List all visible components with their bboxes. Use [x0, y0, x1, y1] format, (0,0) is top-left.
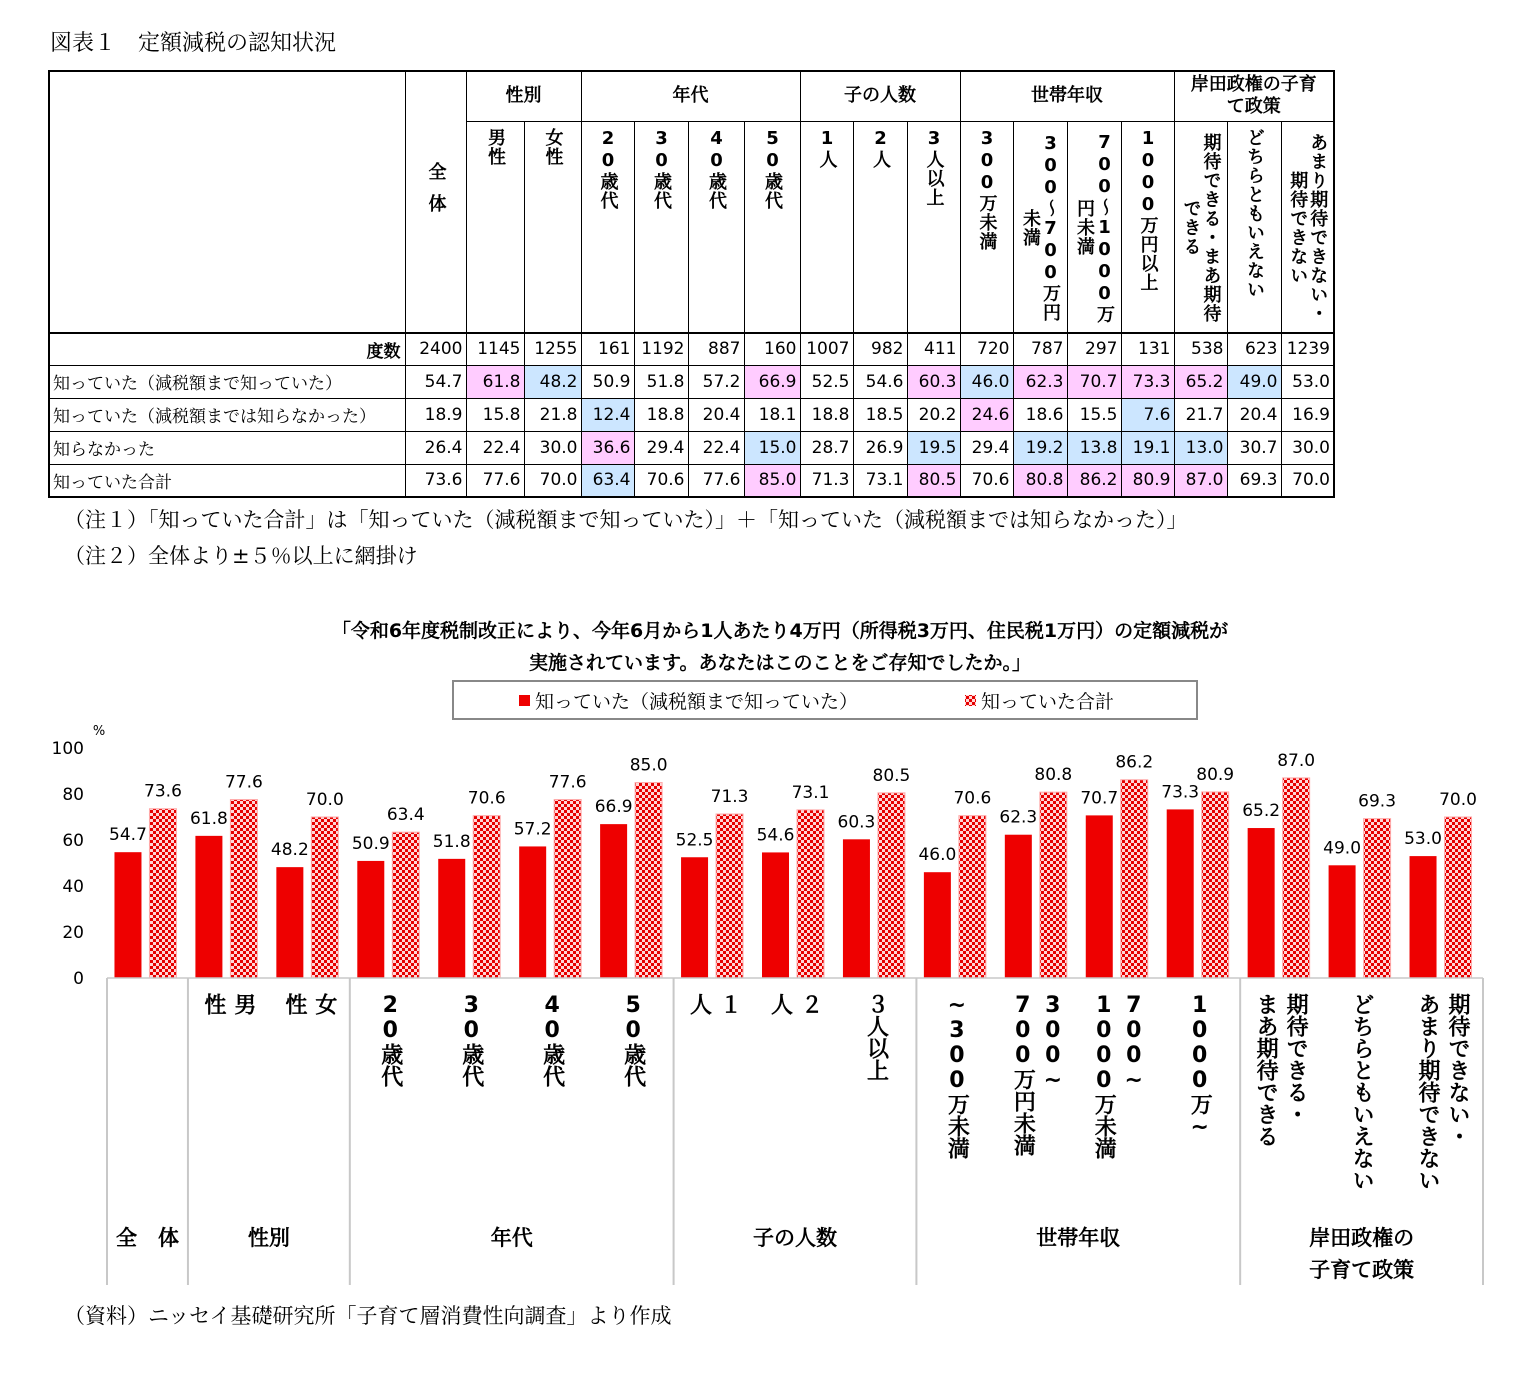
data-label: 70.6: [467, 788, 506, 809]
data-cell: 21.7: [1174, 398, 1227, 431]
data-cell: 46.0: [960, 365, 1013, 398]
count-cell: 1007: [800, 333, 853, 365]
data-cell: 18.9: [405, 398, 466, 431]
count-cell: 720: [960, 333, 1013, 365]
data-cell: 51.8: [634, 365, 688, 398]
data-label: 62.3: [999, 807, 1038, 828]
data-label: 65.2: [1242, 801, 1281, 822]
group-label: 岸田政権の: [1309, 1226, 1415, 1250]
column-header-label: どちらともいえない: [1244, 127, 1265, 299]
category-label: 1000万~: [1187, 993, 1213, 1140]
bar-series-2: [311, 817, 338, 978]
bar-series-2: [1445, 817, 1472, 978]
data-cell: 70.0: [524, 464, 581, 497]
data-cell: 18.1: [744, 398, 800, 431]
count-cell: 131: [1121, 333, 1174, 365]
group-label: 全 体: [115, 1226, 179, 1250]
data-cell: 53.0: [1281, 365, 1334, 398]
column-header-label: 20歳代: [597, 127, 619, 210]
data-cell: 30.0: [524, 431, 581, 464]
column-header-label: 700〜1000万円未満: [1074, 131, 1115, 324]
data-cell: 12.4: [581, 398, 634, 431]
count-cell: 1255: [524, 333, 581, 365]
data-cell: 70.0: [1281, 464, 1334, 497]
column-header-label: 30歳代: [651, 127, 672, 210]
data-cell: 70.7: [1067, 365, 1121, 398]
category-label: 期待できる・: [1283, 993, 1309, 1125]
bar-series-2: [1202, 792, 1229, 978]
bar-series-2: [716, 814, 743, 978]
bar-series-2: [554, 800, 581, 978]
data-cell: 87.0: [1174, 464, 1227, 497]
bar-series-2: [230, 800, 257, 978]
data-cell: 65.2: [1174, 365, 1227, 398]
data-label: 54.7: [109, 825, 147, 846]
category-label: ２: [797, 993, 823, 1015]
data-label: 49.0: [1323, 838, 1362, 859]
data-cell: 19.1: [1121, 431, 1174, 464]
row-label: 知らなかった: [49, 431, 405, 464]
legend-swatch: [965, 695, 976, 706]
data-cell: 13.0: [1174, 431, 1227, 464]
count-label: 度数: [49, 333, 405, 365]
category-label: 700万円未満: [1010, 993, 1036, 1156]
data-cell: 73.6: [405, 464, 466, 497]
data-cell: 15.0: [744, 431, 800, 464]
category-label: 男: [230, 993, 256, 1015]
data-label: 51.8: [432, 831, 471, 852]
bar-series-1: [681, 857, 708, 978]
category-label: 40歳代: [539, 993, 565, 1087]
y-tick-label: 100: [51, 739, 84, 759]
bar-series-1: [357, 861, 384, 978]
data-cell: 22.4: [688, 431, 744, 464]
data-label: 46.0: [918, 845, 957, 866]
group-header: 年代: [581, 71, 800, 121]
data-cell: 61.8: [466, 365, 524, 398]
data-cell: 20.4: [1227, 398, 1281, 431]
data-cell: 30.0: [1281, 431, 1334, 464]
bar-series-1: [1005, 835, 1032, 978]
category-label: まあ期待できる: [1253, 993, 1279, 1147]
bar-series-1: [195, 836, 222, 978]
source-note: （資料）ニッセイ基礎研究所「子育て層消費性向調査」より作成: [64, 1304, 672, 1328]
count-cell: 161: [581, 333, 634, 365]
data-cell: 80.8: [1013, 464, 1067, 497]
count-cell: 160: [744, 333, 800, 365]
data-cell: 63.4: [581, 464, 634, 497]
data-cell: 20.4: [688, 398, 744, 431]
bar-series-2: [878, 793, 905, 978]
data-label: 70.6: [953, 788, 992, 809]
data-cell: 70.6: [960, 464, 1013, 497]
legend-swatch: [519, 695, 530, 706]
data-label: 61.8: [189, 808, 228, 829]
category-label: 人: [767, 993, 793, 1015]
data-cell: 18.8: [800, 398, 853, 431]
column-header-label: 女性: [542, 127, 564, 166]
data-cell: 73.3: [1121, 365, 1174, 398]
bar-series-2: [1283, 778, 1310, 978]
data-label: 70.0: [1439, 790, 1477, 810]
count-cell: 887: [688, 333, 744, 365]
data-label: 87.0: [1277, 750, 1316, 771]
data-label: 71.3: [710, 787, 749, 808]
data-label: 63.4: [386, 805, 425, 826]
data-cell: 77.6: [688, 464, 744, 497]
data-cell: 29.4: [960, 431, 1013, 464]
category-label: 性: [281, 993, 307, 1015]
data-label: 85.0: [629, 755, 668, 776]
category-label: ３人以上: [863, 993, 889, 1081]
data-cell: 13.8: [1067, 431, 1121, 464]
bar-series-2: [473, 816, 500, 978]
count-cell: 623: [1227, 333, 1281, 365]
figure-title: 図表１ 定額減税の認知状況: [50, 31, 337, 56]
data-label: 73.6: [144, 781, 182, 802]
category-label: 30歳代: [458, 993, 484, 1087]
row-label: 知っていた合計: [49, 464, 405, 497]
y-tick-label: 80: [62, 785, 84, 805]
data-cell: 19.2: [1013, 431, 1067, 464]
category-label: 性: [200, 993, 226, 1015]
category-label: あまり期待できない: [1415, 993, 1441, 1191]
count-cell: 982: [853, 333, 907, 365]
data-cell: 7.6: [1121, 398, 1174, 431]
data-cell: 80.9: [1121, 464, 1174, 497]
y-tick-label: 20: [62, 923, 84, 943]
bar-series-2: [959, 816, 986, 978]
bar-series-1: [1410, 856, 1437, 978]
data-cell: 24.6: [960, 398, 1013, 431]
data-cell: 18.6: [1013, 398, 1067, 431]
data-label: 80.8: [1034, 765, 1073, 786]
category-label: 期待できない・: [1445, 993, 1471, 1147]
category-label: １: [716, 993, 742, 1015]
bar-series-2: [1121, 780, 1148, 978]
y-axis-unit: %: [92, 724, 106, 739]
chart-title-line: 「令和6年度税制改正により、今年6月から1人あたり4万円（所得税3万円、住民税1万円）の定額減税が: [331, 620, 1229, 642]
legend-label: 知っていた（減税額まで知っていた）: [535, 691, 859, 713]
data-cell: 15.5: [1067, 398, 1121, 431]
data-cell: 49.0: [1227, 365, 1281, 398]
data-cell: 29.4: [634, 431, 688, 464]
group-label: 子育て政策: [1309, 1258, 1415, 1282]
bar-series-2: [797, 810, 824, 978]
bar-series-1: [1086, 815, 1113, 978]
category-label: どちらともいえない: [1349, 993, 1375, 1191]
count-cell: 1145: [466, 333, 524, 365]
column-header-label: 3人以上: [923, 127, 945, 207]
data-cell: 71.3: [800, 464, 853, 497]
group-label: 性別: [247, 1226, 290, 1250]
bar-series-1: [1248, 828, 1275, 978]
data-cell: 21.8: [524, 398, 581, 431]
note-1: （注１）「知っていた合計」は「知っていた（減税額まで知っていた）」＋「知っていた（減税額までは知らなかった）」: [64, 508, 1188, 532]
count-cell: 2400: [405, 333, 466, 365]
data-label: 53.0: [1404, 829, 1442, 850]
category-label: 300~: [1040, 993, 1066, 1093]
y-tick-label: 60: [62, 831, 84, 851]
data-label: 80.5: [872, 765, 911, 786]
data-cell: 54.6: [853, 365, 907, 398]
data-label: 86.2: [1115, 752, 1154, 773]
data-cell: 28.7: [800, 431, 853, 464]
count-cell: 1192: [634, 333, 688, 365]
column-header-label: 50歳代: [762, 127, 783, 210]
bar-series-1: [600, 824, 627, 978]
column-header-label: 300〜700万円未満: [1020, 133, 1061, 322]
bar-series-2: [1364, 819, 1391, 978]
category-label: 700~: [1121, 993, 1147, 1093]
bar-series-2: [1040, 792, 1067, 978]
column-header-label: 男性: [485, 127, 506, 166]
legend-label: 知っていた合計: [981, 691, 1115, 713]
data-cell: 54.7: [405, 365, 466, 398]
data-cell: 70.6: [634, 464, 688, 497]
category-label: 50歳代: [620, 993, 646, 1087]
data-label: 60.3: [837, 812, 876, 833]
count-cell: 538: [1174, 333, 1227, 365]
header-total-label: 全体: [425, 161, 447, 226]
data-label: 52.5: [675, 830, 714, 851]
data-cell: 69.3: [1227, 464, 1281, 497]
data-label: 69.3: [1358, 791, 1397, 812]
column-header-label: 300万未満: [976, 127, 998, 251]
count-cell: 787: [1013, 333, 1067, 365]
data-cell: 77.6: [466, 464, 524, 497]
bar-series-1: [276, 867, 303, 978]
data-cell: 62.3: [1013, 365, 1067, 398]
data-label: 70.7: [1080, 788, 1119, 809]
data-cell: 85.0: [744, 464, 800, 497]
data-cell: 52.5: [800, 365, 853, 398]
data-cell: 48.2: [524, 365, 581, 398]
row-label: 知っていた（減税額まで知っていた）: [49, 365, 405, 398]
group-label: 世帯年収: [1036, 1226, 1121, 1250]
data-cell: 18.5: [853, 398, 907, 431]
column-header-label: 1000万円以上: [1137, 127, 1159, 292]
data-label: 54.6: [756, 825, 795, 846]
bar-series-1: [924, 872, 951, 978]
column-header-label: 期待できる・まあ期待できる: [1180, 132, 1222, 323]
data-cell: 20.2: [907, 398, 960, 431]
data-cell: 16.9: [1281, 398, 1334, 431]
data-cell: 80.5: [907, 464, 960, 497]
y-tick-label: 0: [73, 969, 84, 989]
category-label: 女: [311, 993, 337, 1015]
bar-series-1: [114, 852, 141, 978]
category-label: 1000万未満: [1091, 993, 1117, 1159]
data-cell: 26.4: [405, 431, 466, 464]
data-cell: 19.5: [907, 431, 960, 464]
data-label: 77.6: [548, 772, 587, 793]
data-label: 80.9: [1196, 764, 1235, 785]
data-label: 70.0: [305, 790, 344, 810]
group-label: 子の人数: [753, 1226, 837, 1250]
column-header-label: 2人: [870, 127, 891, 169]
column-header-label: 1人: [816, 127, 838, 169]
data-cell: 50.9: [581, 365, 634, 398]
data-cell: 30.7: [1227, 431, 1281, 464]
bar-series-1: [1167, 809, 1194, 978]
data-label: 57.2: [513, 819, 552, 840]
bar-series-1: [762, 852, 789, 978]
group-header: 性別: [466, 71, 581, 121]
bar-series-1: [843, 839, 870, 978]
data-label: 48.2: [270, 840, 309, 861]
count-cell: 411: [907, 333, 960, 365]
data-label: 73.1: [791, 782, 830, 803]
data-cell: 36.6: [581, 431, 634, 464]
chart-title-line: 実施されています。あなたはこのことをご存知でしたか。」: [529, 652, 1031, 674]
data-label: 66.9: [594, 797, 633, 818]
data-cell: 60.3: [907, 365, 960, 398]
count-cell: 297: [1067, 333, 1121, 365]
data-label: 73.3: [1161, 782, 1200, 803]
data-cell: 22.4: [466, 431, 524, 464]
note-2: （注２）全体より±５％以上に網掛け: [64, 544, 418, 568]
category-label: 20歳代: [377, 993, 403, 1087]
bar-series-2: [149, 809, 176, 978]
group-header: 子の人数: [800, 71, 960, 121]
data-cell: 66.9: [744, 365, 800, 398]
group-label: 年代: [490, 1226, 533, 1250]
data-cell: 57.2: [688, 365, 744, 398]
data-cell: 15.8: [466, 398, 524, 431]
group-header: 世帯年収: [960, 71, 1174, 121]
data-label: 77.6: [224, 772, 263, 793]
y-tick-label: 40: [62, 877, 84, 897]
data-cell: 86.2: [1067, 464, 1121, 497]
row-label: 知っていた（減税額までは知らなかった）: [49, 398, 405, 431]
category-label: 人: [686, 993, 712, 1015]
bar-series-2: [392, 832, 419, 978]
column-header-label: 40歳代: [706, 127, 727, 210]
count-cell: 1239: [1281, 333, 1334, 365]
bar-series-1: [1329, 865, 1356, 978]
bar-series-1: [438, 859, 465, 978]
group-header: 岸田政権の子育て政策: [1174, 71, 1334, 121]
column-header-label: あまり期待できない・期待できない: [1287, 132, 1329, 323]
category-label: ~300万未満: [944, 993, 970, 1159]
bar-series-1: [519, 846, 546, 978]
data-label: 50.9: [351, 833, 390, 854]
data-cell: 73.1: [853, 464, 907, 497]
data-cell: 26.9: [853, 431, 907, 464]
data-cell: 18.8: [634, 398, 688, 431]
bar-series-2: [635, 783, 662, 979]
